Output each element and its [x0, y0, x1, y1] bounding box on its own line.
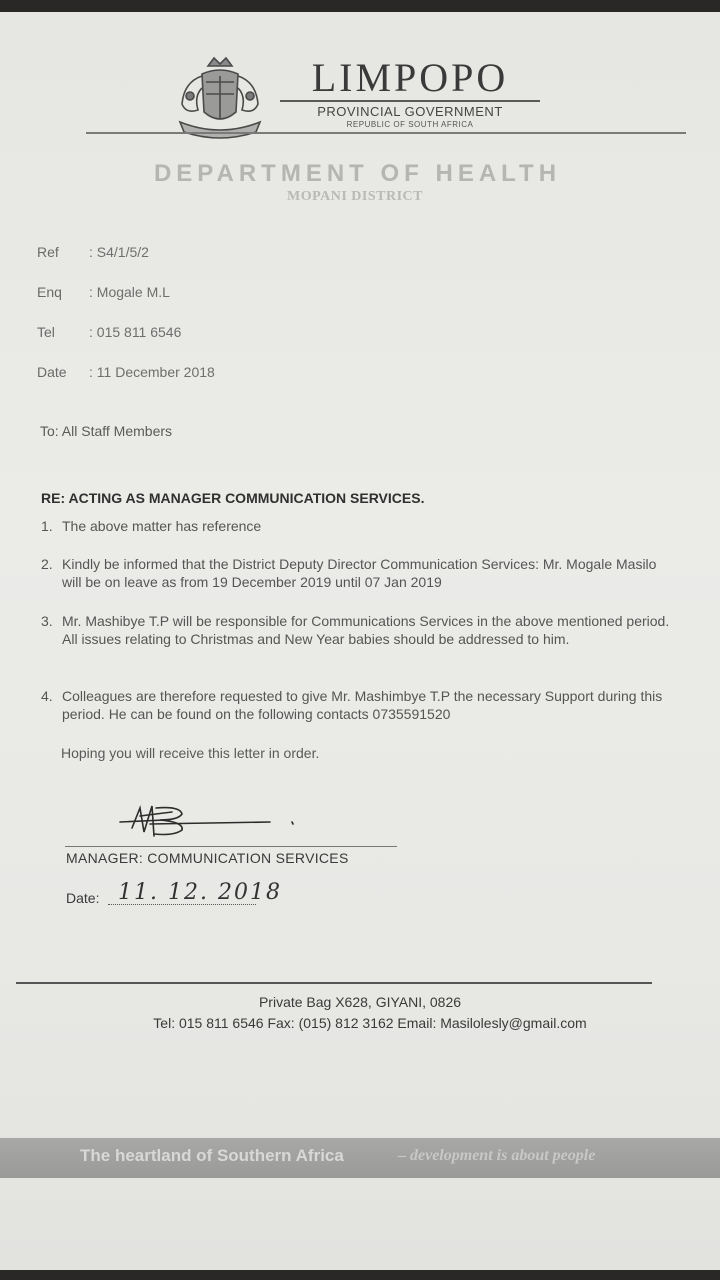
brand-rule	[280, 100, 540, 102]
government-name: PROVINCIAL GOVERNMENT	[317, 104, 503, 119]
item-text: Mr. Mashibye T.P will be responsible for Communications Services in the above mentioned period. All issues relating to Christmas and New Year babies should be addressed to him.	[62, 613, 670, 647]
header-divider	[86, 132, 686, 134]
slogan-secondary: – development is about people	[398, 1147, 596, 1164]
slogan-primary: The heartland of Southern Africa	[80, 1146, 344, 1165]
signature-title: MANAGER: COMMUNICATION SERVICES	[66, 850, 349, 866]
enq-value: : Mogale M.L	[89, 284, 170, 300]
item-number: 3.	[41, 613, 53, 629]
district-name: MOPANI DISTRICT	[287, 189, 423, 204]
item-text: The above matter has reference	[62, 518, 262, 534]
list-item	[41, 555, 661, 591]
enq-label: Enq	[37, 284, 62, 300]
signature-line	[65, 846, 397, 847]
meta-ref	[37, 244, 149, 260]
tel-label: Tel	[37, 324, 55, 340]
list-item	[41, 517, 681, 535]
province-name: LIMPOPO	[311, 55, 509, 100]
department-name: DEPARTMENT OF HEALTH	[153, 160, 562, 187]
item-text: Kindly be informed that the District Deputy Director Communication Services: Mr. Mogale Masilo will be on leave as from 19 December 2019 until 07 Jan 2019	[62, 556, 657, 590]
country-name: REPUBLIC OF SOUTH AFRICA	[346, 120, 474, 129]
date-value: : 11 December 2018	[89, 364, 215, 380]
item-text: Colleagues are therefore requested to give Mr. Mashimbye T.P the necessary Support during this period. He can be found on the following contacts 0735591520	[62, 688, 663, 722]
meta-tel	[37, 324, 181, 340]
meta-date	[37, 364, 215, 380]
subject-line: RE: ACTING AS MANAGER COMMUNICATION SERVICES.	[41, 490, 425, 506]
coat-of-arms-icon	[172, 52, 268, 142]
item-number: 1.	[41, 518, 53, 534]
list-item	[41, 612, 681, 648]
slogan-band	[0, 1138, 720, 1178]
signed-date-handwritten: 11. 12. 2018	[118, 880, 282, 905]
footer-contacts: Tel: 015 811 6546 Fax: (015) 812 3162 Email: Masilolesly@gmail.com	[153, 1015, 587, 1031]
item-number: 2.	[41, 556, 53, 572]
closing-line: Hoping you will receive this letter in order.	[61, 745, 320, 761]
letter-page	[0, 12, 720, 1270]
letterhead-brand	[280, 56, 540, 130]
ref-value: : S4/1/5/2	[89, 244, 149, 260]
meta-enq	[37, 284, 170, 300]
ref-label: Ref	[37, 244, 59, 260]
list-item	[41, 687, 681, 723]
recipient: To: All Staff Members	[40, 423, 173, 439]
signed-date-label: Date:	[66, 890, 100, 906]
item-number: 4.	[41, 688, 53, 704]
footer-address: Private Bag X628, GIYANI, 0826	[258, 994, 462, 1010]
tel-value: : 015 811 6546	[89, 324, 182, 340]
date-label: Date	[37, 364, 67, 380]
footer-divider	[16, 982, 652, 984]
handwritten-signature	[110, 798, 300, 848]
